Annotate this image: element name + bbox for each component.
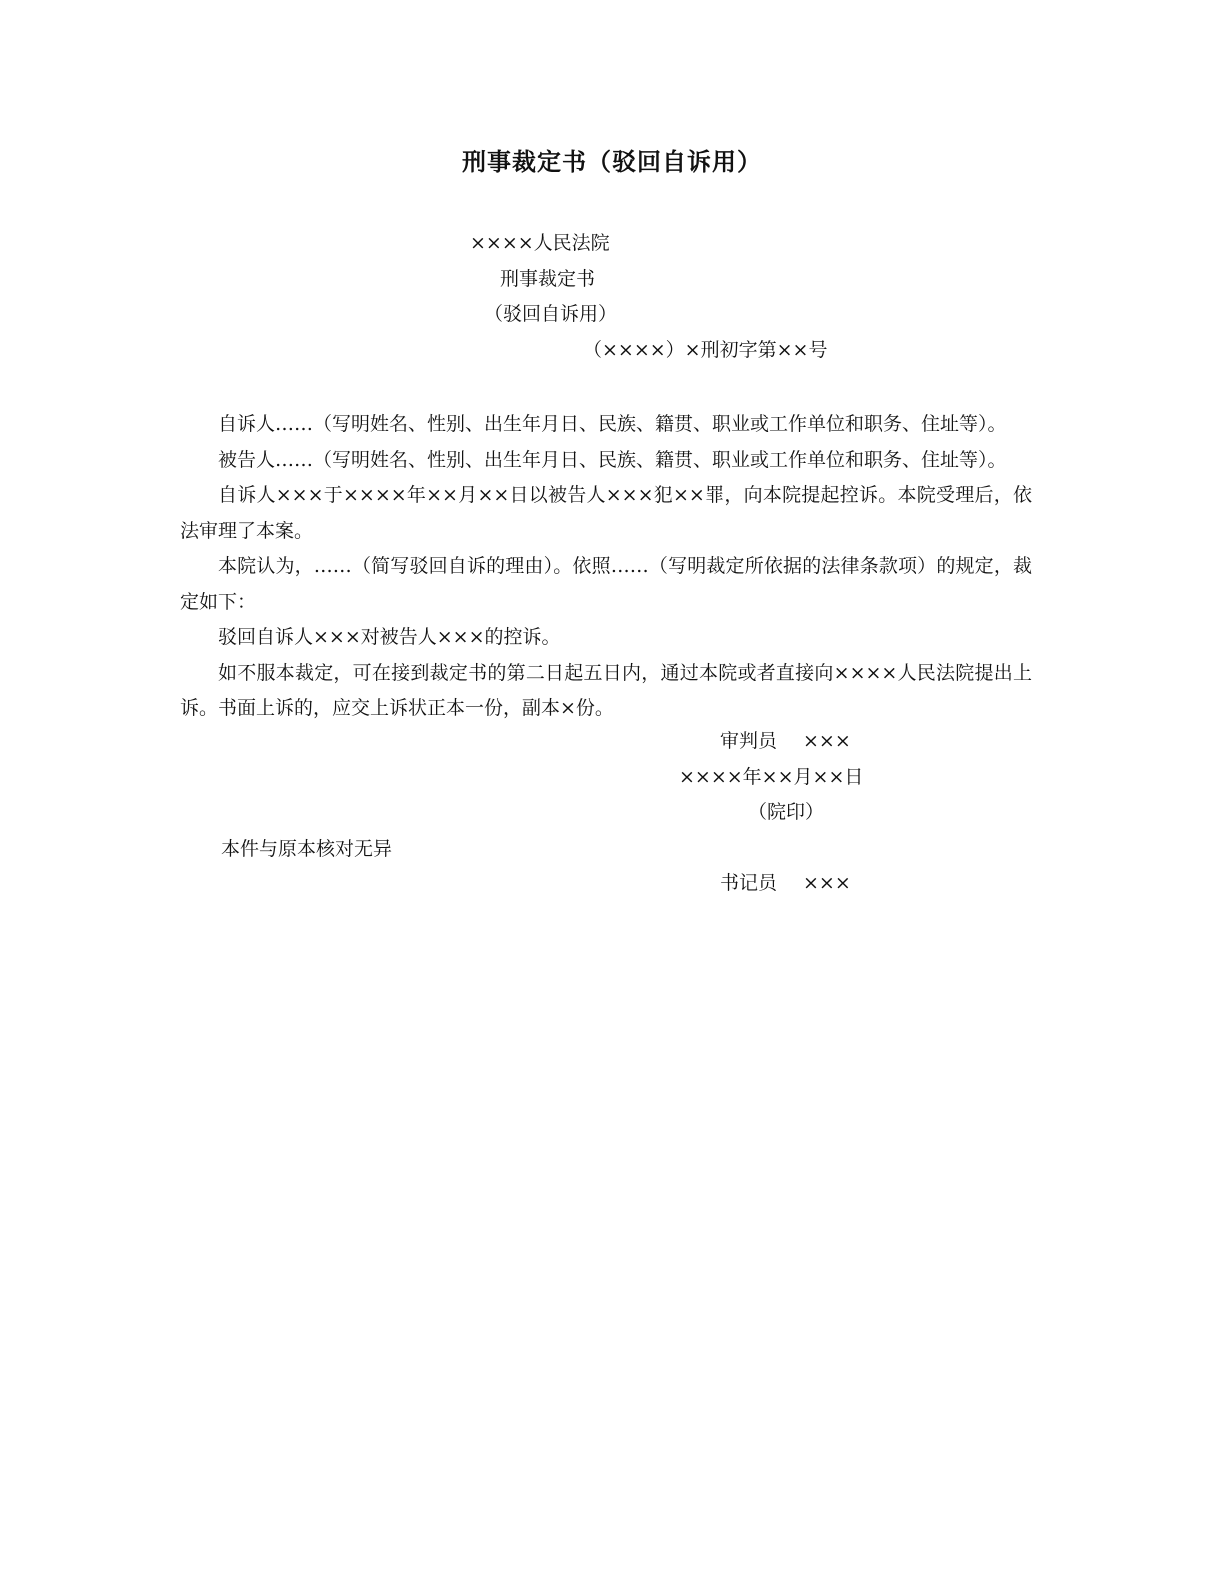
clerk-signature	[720, 871, 851, 895]
court-seal: （院印）	[748, 801, 825, 823]
paragraph-appeal-notice: 如不服本裁定，可在接到裁定书的第二日起五日内，通过本院或者直接向××××人民法院提出上诉。书面上诉的，应交上诉状正本一份，副本×份。	[180, 661, 1032, 719]
document-body	[180, 407, 1032, 727]
clerk-name: ×××	[803, 872, 851, 894]
paragraph-ruling: 驳回自诉人×××对被告人×××的控诉。	[218, 626, 561, 648]
judge-signature	[720, 729, 851, 753]
paragraph-court-opinion: 本院认为，……（简写驳回自诉的理由）。依照……（写明裁定所依据的法律条款项）的规定，裁定如下：	[180, 555, 1032, 613]
document-subtype: （驳回自诉用）	[484, 303, 618, 325]
case-number: （××××）×刑初字第××号	[583, 339, 828, 361]
paragraph-plaintiff: 自诉人……（写明姓名、性别、出生年月日、民族、籍贯、职业或工作单位和职务、住址等）。	[218, 413, 1007, 435]
document-title: 刑事裁定书（驳回自诉用）	[462, 147, 762, 176]
paragraph-defendant: 被告人……（写明姓名、性别、出生年月日、民族、籍贯、职业或工作单位和职务、住址等）。	[218, 448, 1007, 471]
paragraph-case-facts: 自诉人×××于××××年××月××日以被告人×××犯××罪，向本院提起控诉。本院受理后，依法审理了本案。	[180, 484, 1032, 542]
judge-label: 审判员	[720, 730, 778, 752]
judge-name: ×××	[803, 730, 851, 752]
clerk-label: 书记员	[720, 872, 778, 894]
court-name: ××××人民法院	[470, 232, 610, 254]
verification-note: 本件与原本核对无异	[221, 838, 393, 860]
document-type: 刑事裁定书	[500, 268, 596, 290]
ruling-date: ××××年××月××日	[679, 766, 864, 788]
